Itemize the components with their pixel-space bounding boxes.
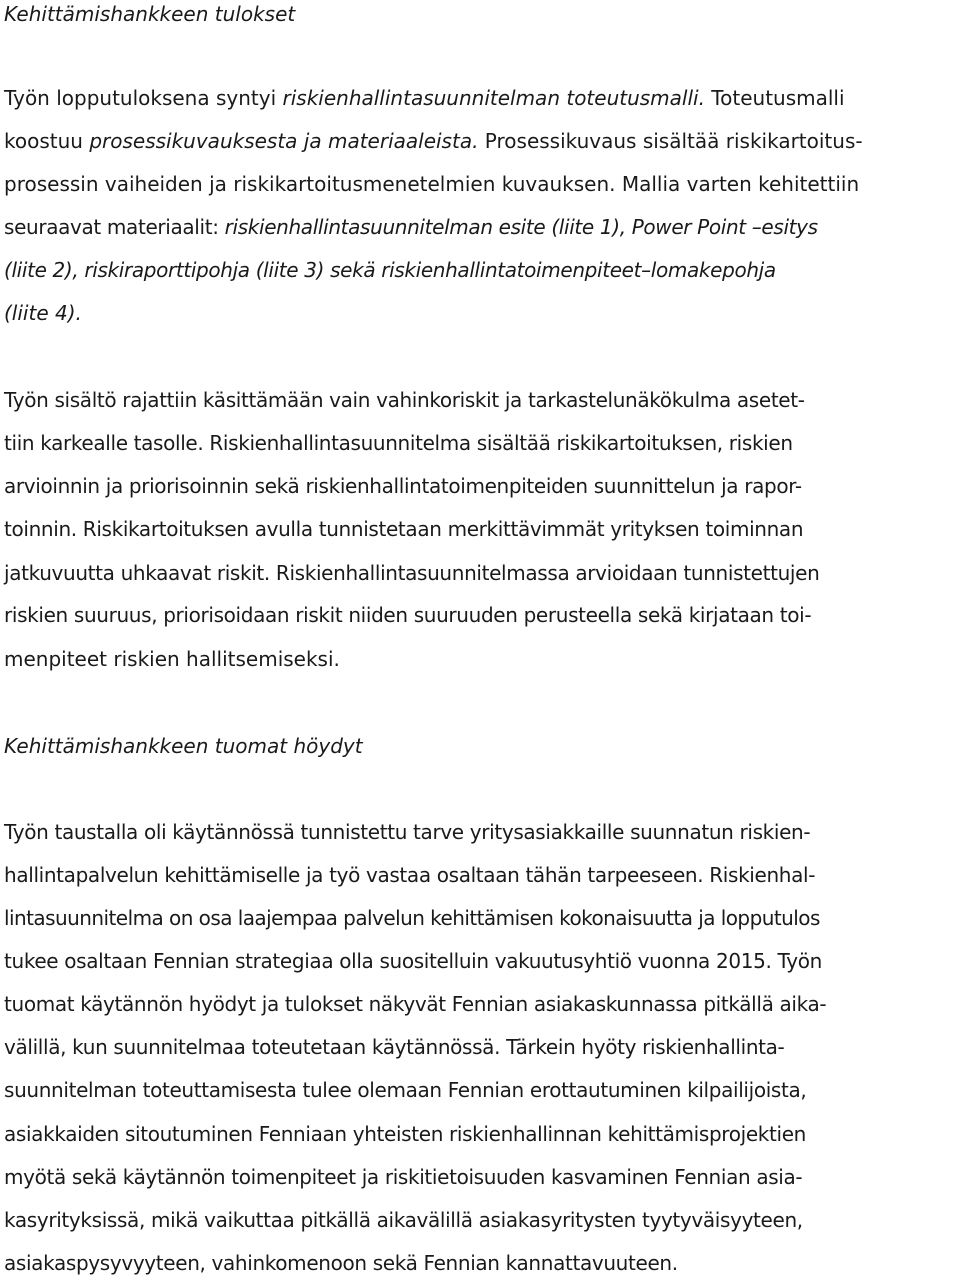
paragraph-line — [4, 213, 818, 241]
paragraph-line — [4, 127, 863, 155]
paragraph-line: tuomat käytännön hyödyt ja tulokset näkyvät Fennian asiakaskunnassa pitkällä aika- — [4, 992, 827, 1016]
paragraph-line: Työn sisältö rajattiin käsittämään vain vahinkoriskit ja tarkastelunäkökulma asetet- — [4, 388, 805, 412]
paragraph-line: arvioinnin ja priorisoinnin sekä riskienhallintatoimenpiteiden suunnittelun ja rapor- — [4, 474, 802, 498]
text-run: Toteutusmalli — [704, 86, 845, 110]
paragraph-line — [4, 299, 82, 327]
paragraph-line: myötä sekä käytännön toimenpiteet ja riskitietoisuuden kasvaminen Fennian asia- — [4, 1165, 803, 1189]
paragraph-line: asiakkaiden sitoutuminen Fenniaan yhteisten riskienhallinnan kehittämisprojektien — [4, 1122, 806, 1146]
paragraph-line: menpiteet riskien hallitsemiseksi. — [4, 647, 340, 671]
italic-run: riskienhallintasuunnitelman toteutusmalli. — [282, 86, 705, 110]
italic-run: riskienhallintasuunnitelman esite (liite 1), Power Point –esitys — [224, 215, 818, 239]
text-run: seuraavat materiaalit: — [4, 215, 225, 239]
paragraph-line: toinnin. Riskikartoituksen avulla tunnistetaan merkittävimmät yrityksen toiminnan — [4, 517, 804, 541]
italic-run: (liite 4). — [4, 301, 82, 325]
paragraph-line: kasyrityksissä, mikä vaikuttaa pitkällä aikavälillä asiakasyritysten tyytyväisyyteen, — [4, 1208, 803, 1232]
italic-run: prosessikuvauksesta ja materiaaleista. — [89, 129, 479, 153]
paragraph-line: tukee osaltaan Fennian strategiaa olla suositelluin vakuutusyhtiö vuonna 2015. Työn — [4, 949, 822, 973]
paragraph-line: tiin karkealle tasolle. Riskienhallintasuunnitelma sisältää riskikartoituksen, riskien — [4, 431, 793, 455]
section-heading-results: Kehittämishankkeen tulokset — [4, 2, 296, 26]
paragraph-line: välillä, kun suunnitelmaa toteutetaan käytännössä. Tärkein hyöty riskienhallinta- — [4, 1035, 785, 1059]
paragraph-line — [4, 170, 859, 198]
section-heading-benefits: Kehittämishankkeen tuomat höydyt — [4, 734, 363, 758]
paragraph-line: lintasuunnitelma on osa laajempaa palvelun kehittämisen kokonaisuutta ja lopputulos — [4, 906, 820, 930]
text-run: prosessin vaiheiden ja riskikartoitusmenetelmien kuvauksen. — [4, 172, 616, 196]
paragraph-line: asiakaspysyvyyteen, vahinkomenoon sekä Fennian kannattavuuteen. — [4, 1251, 678, 1275]
paragraph-line — [4, 84, 845, 112]
paragraph-line: suunnitelman toteuttamisesta tulee olemaan Fennian erottautuminen kilpailijoista, — [4, 1078, 807, 1102]
paragraph-line: hallintapalvelun kehittämiselle ja työ vastaa osaltaan tähän tarpeeseen. Riskienhal- — [4, 863, 816, 887]
text-run: Työn lopputuloksena syntyi — [4, 86, 283, 110]
text-run: Mallia varten kehitettiin — [615, 172, 860, 196]
paragraph-line: riskien suuruus, priorisoidaan riskit niiden suuruuden perusteella sekä kirjataan toi- — [4, 603, 812, 627]
text-run: koostuu — [4, 129, 90, 153]
text-run: Prosessikuvaus sisältää riskikartoitus- — [478, 129, 863, 153]
italic-run: (liite 2), riskiraporttipohja (liite 3) sekä riskienhallintatoimenpiteet–lomakepohja — [4, 258, 776, 282]
paragraph-line: jatkuvuutta uhkaavat riskit. Riskienhallintasuunnitelmassa arvioidaan tunnistettujen — [4, 561, 820, 585]
paragraph-line — [4, 256, 776, 284]
paragraph-line: Työn taustalla oli käytännössä tunnistettu tarve yritysasiakkaille suunnatun riskien- — [4, 820, 811, 844]
